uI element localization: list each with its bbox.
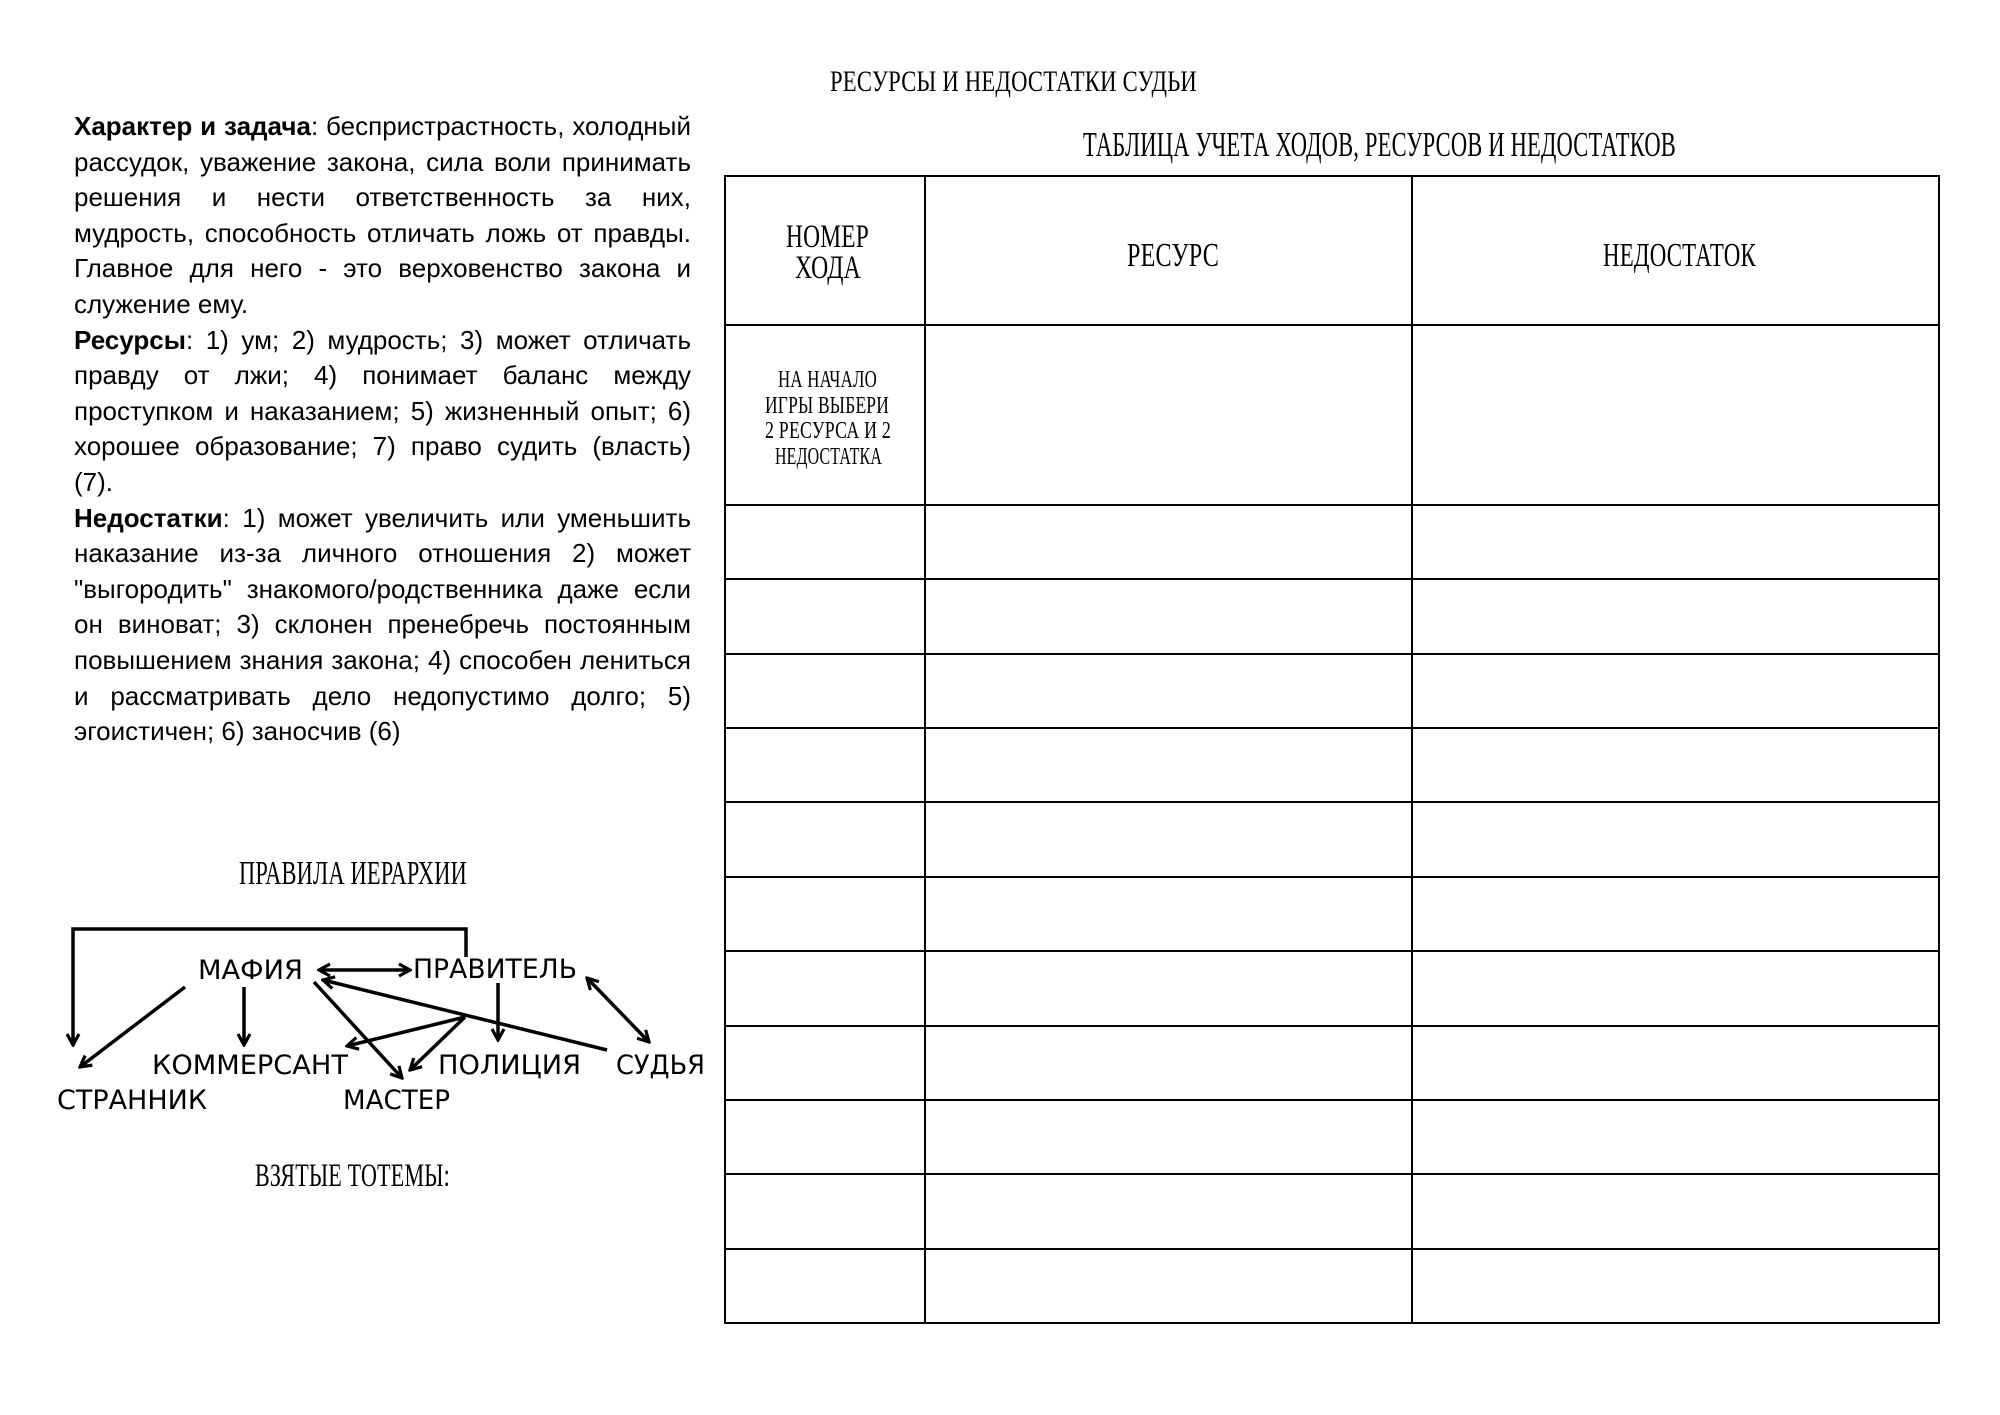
row-shortcoming-cell	[1413, 1101, 1940, 1175]
description-text: (7).	[74, 466, 113, 497]
description-line-content	[74, 147, 691, 177]
header-shortcoming: НЕДОСТАТОК	[1602, 237, 1756, 274]
node-police: ПОЛИЦИЯ	[438, 1050, 581, 1081]
description-line	[74, 679, 691, 715]
description-line-content	[74, 609, 691, 639]
description-text: "выгородить" знакомого/родственника даже если	[74, 573, 691, 604]
description-line-content	[74, 111, 691, 141]
row-move-cell	[726, 1101, 926, 1175]
row-move-cell	[726, 1175, 926, 1249]
row-move-cell	[726, 1250, 926, 1324]
row-resource-cell	[926, 1027, 1413, 1101]
row-shortcoming-cell	[1413, 1250, 1940, 1324]
description-section-start	[74, 323, 691, 359]
description-line	[74, 251, 691, 287]
row-move-cell	[726, 506, 926, 580]
node-mafia: МАФИЯ	[198, 955, 303, 986]
description-line-content	[74, 253, 691, 283]
header-cell-shortcoming	[1413, 177, 1940, 326]
description-line-content	[74, 360, 691, 390]
header-resource: РЕСУРС	[1127, 237, 1219, 274]
row-shortcoming-cell	[1413, 729, 1940, 803]
description-line-content	[74, 396, 691, 426]
node-wanderer: СТРАННИК	[57, 1085, 207, 1116]
description-text: эгоистичен; 6) заносчив (6)	[74, 716, 401, 747]
row-resource-cell	[926, 878, 1413, 952]
row-shortcoming-cell	[1413, 1027, 1940, 1101]
description-line-content	[74, 645, 691, 675]
row-shortcoming-cell	[1413, 655, 1940, 729]
description-text: рассудок, уважение закона, сила воли принимать	[74, 146, 691, 177]
description-line	[74, 287, 691, 323]
page-title: РЕСУРСЫ И НЕДОСТАТКИ СУДЬИ	[829, 65, 1197, 98]
row-shortcoming-cell	[1413, 952, 1940, 1026]
start-note-line-2: ИГРЫ ВЫБЕРИ	[765, 393, 889, 419]
description-section-label: Ресурсы	[74, 324, 186, 355]
description-line-content	[74, 681, 691, 711]
row-shortcoming-cell	[1413, 506, 1940, 580]
row-move-cell	[726, 1027, 926, 1101]
description-text: он виноват; 3) склонен пренебречь постоянным	[74, 609, 691, 640]
description-line-content	[74, 538, 691, 568]
description-text: и рассматривать дело недопустимо долго; 5)	[74, 680, 691, 711]
row-resource-cell	[926, 1175, 1413, 1249]
start-row-shortcoming-cell	[1413, 326, 1940, 506]
judge-description	[74, 109, 691, 750]
description-text: повышением знания закона; 4) способен лениться	[74, 644, 691, 675]
hierarchy-diagram	[40, 840, 720, 1140]
description-text: наказание из-за личного отношения 2) может	[74, 538, 691, 569]
row-move-cell	[726, 655, 926, 729]
row-shortcoming-cell	[1413, 580, 1940, 654]
description-line-content	[74, 325, 691, 355]
header-cell-move	[726, 177, 926, 326]
arrow-hub-to-merchant	[347, 1017, 465, 1046]
description-section-start	[74, 501, 691, 537]
start-note-line-3: 2 РЕСУРСА И 2	[765, 418, 891, 444]
row-move-cell	[726, 878, 926, 952]
header-move-line-2: ХОДА	[794, 250, 861, 286]
description-line-content	[74, 716, 401, 746]
row-shortcoming-cell	[1413, 878, 1940, 952]
description-line-content	[74, 289, 248, 319]
row-move-cell	[726, 729, 926, 803]
description-text: проступком и наказанием; 5) жизненный опыт; 6)	[74, 395, 691, 426]
row-shortcoming-cell	[1413, 1175, 1940, 1249]
row-move-cell	[726, 803, 926, 877]
description-text: правду от лжи; 4) понимает баланс между	[74, 360, 691, 391]
row-resource-cell	[926, 729, 1413, 803]
header-move-line-1: НОМЕР	[786, 219, 869, 255]
totems-title: ВЗЯТЫЕ ТОТЕМЫ:	[254, 1158, 450, 1194]
description-section-label: Характер и задача	[74, 111, 311, 141]
row-resource-cell	[926, 1250, 1413, 1324]
node-ruler: ПРАВИТЕЛЬ	[413, 954, 577, 985]
row-resource-cell	[926, 952, 1413, 1026]
description-text: хорошее образование; 7) право судить (власть)	[74, 431, 691, 462]
description-line-content	[74, 431, 691, 461]
row-resource-cell	[926, 1101, 1413, 1175]
description-section-start	[74, 109, 691, 145]
arrow-ruler-judge-bidirectional	[587, 978, 649, 1042]
description-line	[74, 216, 691, 252]
description-line	[74, 465, 691, 501]
description-text: : беспристрастность, холодный	[310, 111, 692, 141]
description-line	[74, 572, 691, 608]
description-text: : 1) может увеличить или уменьшить	[222, 502, 691, 533]
description-line-content	[74, 574, 691, 604]
hierarchy-title: ПРАВИЛА ИЕРАРХИИ	[239, 855, 467, 892]
start-note-line-1: НА НАЧАЛО	[778, 367, 877, 393]
description-line	[74, 607, 691, 643]
description-text: решения и нести ответственность за них,	[74, 182, 691, 213]
row-shortcoming-cell	[1413, 803, 1940, 877]
description-line-content	[74, 503, 691, 533]
description-line-content	[74, 182, 691, 212]
description-line-content	[74, 467, 113, 497]
description-text: : 1) ум; 2) мудрость; 3) может отличать	[185, 324, 691, 355]
node-judge: СУДЬЯ	[616, 1050, 705, 1081]
table-title: ТАБЛИЦА УЧЕТА ХОДОВ, РЕСУРСОВ И НЕДОСТАТКОВ	[1082, 125, 1676, 164]
row-resource-cell	[926, 803, 1413, 877]
description-line	[74, 429, 691, 465]
description-text: служение ему.	[74, 288, 249, 319]
start-row-resource-cell	[926, 326, 1413, 506]
row-move-cell	[726, 952, 926, 1026]
row-resource-cell	[926, 655, 1413, 729]
description-text: мудрость, способность отличать ложь от правды.	[74, 217, 691, 248]
row-move-cell	[726, 580, 926, 654]
description-line	[74, 145, 691, 181]
start-note-line-4: НЕДОСТАТКА	[775, 444, 882, 470]
moves-table	[724, 175, 1940, 1324]
description-line-content	[74, 218, 691, 248]
row-resource-cell	[926, 580, 1413, 654]
description-line	[74, 714, 691, 750]
node-merchant: КОММЕРСАНТ	[152, 1050, 349, 1081]
header-cell-resource	[926, 177, 1413, 326]
node-master: МАСТЕР	[343, 1085, 450, 1116]
start-note-cell	[726, 326, 926, 506]
row-resource-cell	[926, 506, 1413, 580]
description-line	[74, 358, 691, 394]
description-line	[74, 394, 691, 430]
description-line	[74, 536, 691, 572]
description-text: Главное для него - это верховенство закона и	[74, 253, 691, 284]
description-line	[74, 180, 691, 216]
description-line	[74, 643, 691, 679]
description-section-label: Недостатки	[74, 502, 223, 533]
